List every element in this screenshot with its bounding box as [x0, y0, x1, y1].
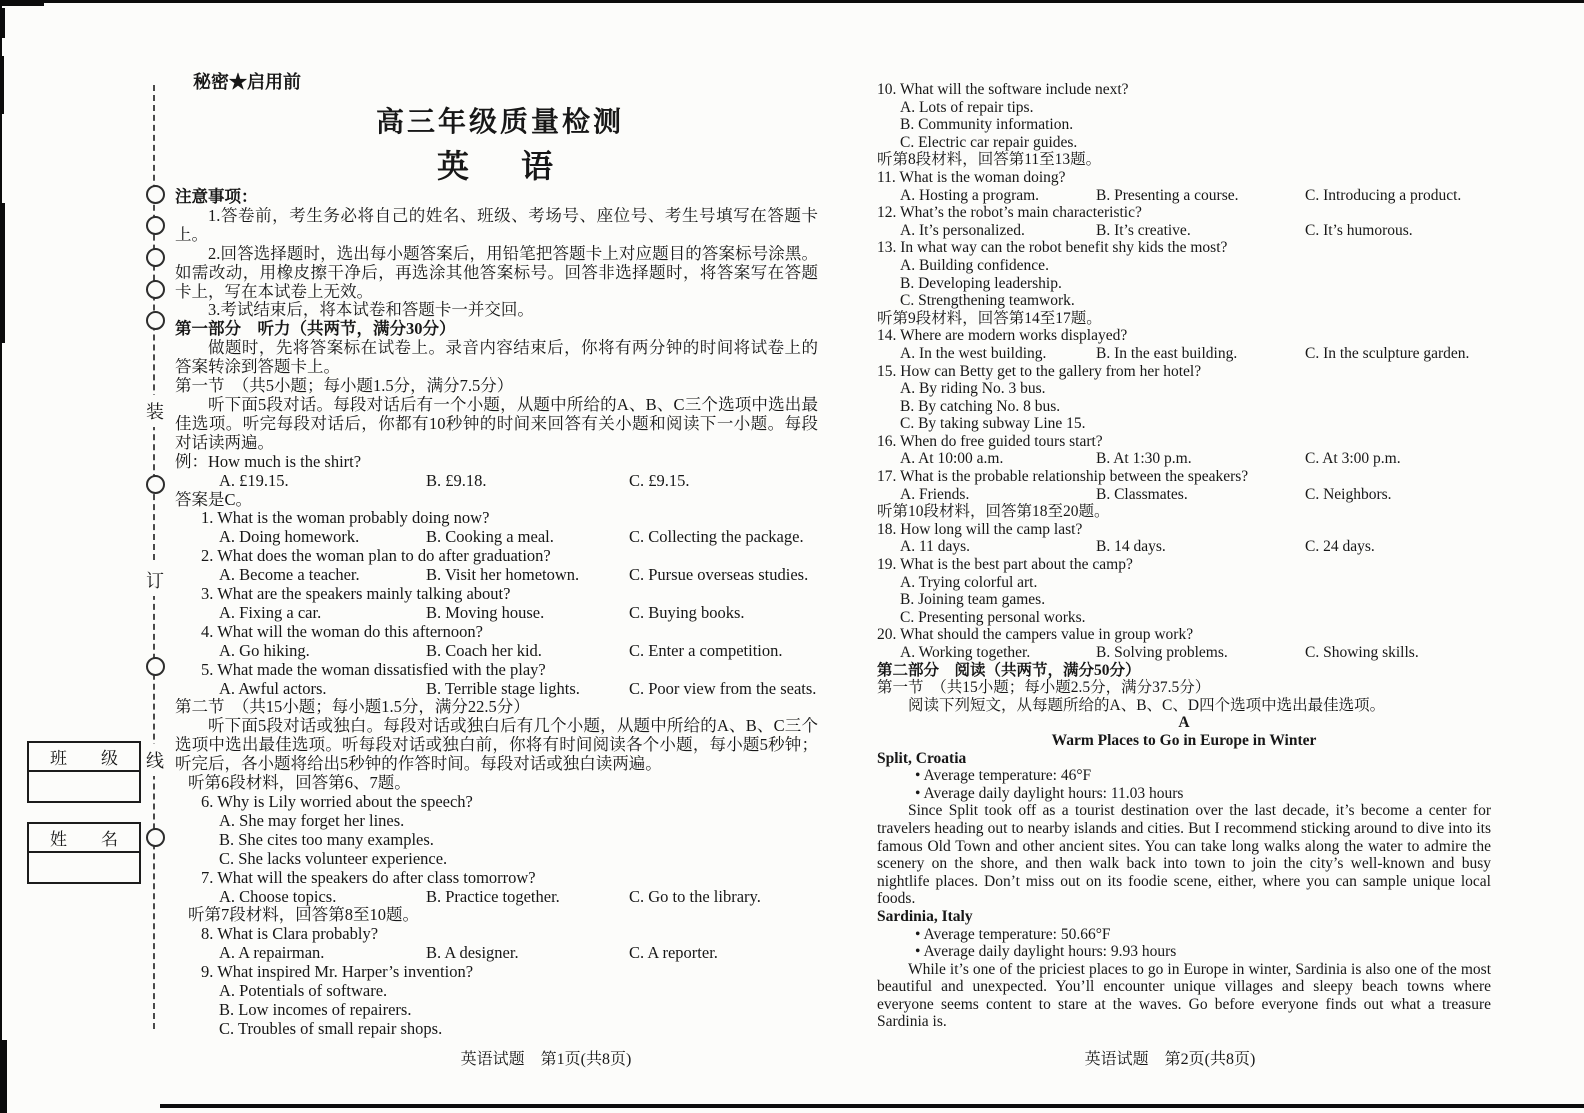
material-heading: 听第10段材料，回答第18至20题。 — [877, 503, 1110, 521]
option: B. By catching No. 8 bus. — [900, 397, 1061, 415]
question-text: 16. When do free guided tours start? — [877, 432, 1103, 450]
scan-edge-left — [0, 0, 2, 1113]
text-line: 第一节 （共5小题；每小题1.5分，满分7.5分） — [175, 376, 514, 396]
option: B. Coach her kid. — [426, 640, 542, 660]
option: A. Hosting a program. — [900, 186, 1040, 204]
intro-paragraph: 听下面5段对话或独白。每段对话或独白后有几个小题，从题中所给的A、B、C三个选项中选出最佳选项。听每段对话或独白前，你将有时间阅读各个小题，每小题5秒钟；听完后，各小题将给出5秒钟的作答时间。每段对话或独白读两遍。 — [175, 716, 818, 774]
class-box — [27, 741, 141, 803]
option-row — [175, 604, 818, 623]
question-text: 9. What inspired Mr. Harper’s invention? — [201, 962, 474, 982]
bullet-item: • Average daily daylight hours: 11.03 hours — [915, 784, 1184, 802]
option: A. A repairman. — [219, 943, 325, 963]
option: B. Terrible stage lights. — [426, 678, 580, 698]
material-heading: 听第8段材料，回答第11至13题。 — [877, 151, 1102, 169]
option: B. £9.18. — [426, 470, 487, 490]
option: A. Lots of repair tips. — [900, 98, 1034, 116]
question-text: 20. What should the campers value in group work? — [877, 626, 1194, 644]
passage-subheading: Split, Croatia — [877, 749, 967, 767]
option: A. In the west building. — [900, 344, 1047, 362]
option: B. Developing leadership. — [900, 274, 1062, 292]
bullet-item: • Average daily daylight hours: 9.93 hours — [915, 943, 1177, 961]
option-row — [877, 486, 1491, 504]
option: C. It’s humorous. — [1305, 221, 1413, 239]
question-text: 15. How can Betty get to the gallery from her hotel? — [877, 362, 1202, 380]
option-row — [175, 888, 818, 907]
intro-paragraph: 听下面5段对话。每段对话后有一个小题，从题中所给的A、B、C三个选项中选出最佳选项。听完每段对话后，你都有10秒钟的时间来回答有关小题和阅读下一小题。每段对话读两遍。 — [175, 394, 818, 452]
binding-hole — [146, 311, 165, 330]
option: A. Trying colorful art. — [900, 573, 1038, 591]
passage-paragraph: Since Split took off as a tourist destination over the last decade, it’s become a center for travelers heading out to nearby islands and cities. But I recommend sticking around to dive into its famous Old Town and other ancient sites. You can take long walks along the water to admire the scenery on the shore, and then walk back into town to join the city’s well-known and busy nightlife places. Don’t miss out on its foodie scene, either, where you can sample unique local foods. — [877, 802, 1491, 908]
question-text: 3. What are the speakers mainly talking about? — [201, 584, 511, 604]
section-heading: 第一部分 听力（共两节，满分30分） — [175, 319, 456, 339]
option: B. Solving problems. — [1096, 644, 1228, 661]
question-text: 5. What made the woman dissatisfied with the play? — [201, 659, 546, 679]
question-text: 19. What is the best part about the camp? — [877, 556, 1133, 574]
option: A. Potentials of software. — [219, 981, 388, 1001]
option: C. Troubles of small repair shops. — [219, 1018, 443, 1038]
page2-column — [877, 81, 1491, 1031]
option: C. £9.15. — [629, 470, 690, 490]
option: C. 24 days. — [1305, 538, 1375, 556]
option: A. £19.15. — [219, 470, 289, 490]
section-heading: 注意事项： — [175, 187, 258, 206]
page2-footer: 英语试题 第2页(共8页) — [1084, 1051, 1256, 1068]
option: C. Showing skills. — [1305, 644, 1419, 661]
scan-smudge — [0, 56, 4, 114]
binding-hole — [146, 828, 165, 847]
option: C. Enter a competition. — [629, 640, 783, 660]
binding-hole — [146, 280, 165, 299]
passage-subheading: Sardinia, Italy — [877, 907, 973, 925]
option: A. She may forget her lines. — [219, 810, 405, 830]
option: B. Community information. — [900, 116, 1074, 134]
class-label: 班 级 — [29, 743, 139, 772]
option: C. Pursue overseas studies. — [629, 565, 809, 585]
option: B. Visit her hometown. — [426, 565, 580, 585]
intro-paragraph: 2.回答选择题时，选出每小题答案后，用铅笔把答题卡上对应题目的答案标号涂黑。如需改动，用橡皮擦干净后，再选涂其他答案标号。回答非选择题时，将答案写在答题卡上，写在本试卷上无效。 — [175, 243, 818, 301]
option-row — [175, 944, 818, 963]
option-row — [877, 187, 1491, 205]
option: A. Friends. — [900, 485, 970, 503]
option-row — [877, 345, 1491, 363]
option: B. In the east building. — [1096, 344, 1238, 362]
passage-paragraph: While it’s one of the priciest places to go in Europe in winter, Sardinia is also one of the most beautiful and unexpected. You’ll encounter unique villages and sleepy beach towns where everyone seems content to stare at the waves. Go before everyone finds out what a treasure Sardinia is. — [877, 960, 1491, 1031]
text-line: 答案是C。 — [175, 489, 253, 509]
option: A. By riding No. 3 bus. — [900, 380, 1046, 398]
option-row — [877, 644, 1491, 662]
option: C. Buying books. — [629, 602, 745, 622]
question-text: 7. What will the speakers do after class tomorrow? — [201, 867, 536, 887]
scan-smudge — [0, 8, 5, 38]
scan-smudge — [0, 1040, 7, 1113]
option: C. Strengthening teamwork. — [900, 292, 1075, 310]
option-row — [175, 472, 818, 491]
name-label: 姓 名 — [29, 824, 139, 853]
option: A. Choose topics. — [219, 886, 337, 906]
text-line: 第一节 （共15小题；每小题2.5分，满分37.5分） — [877, 679, 1211, 697]
option: A. Go hiking. — [219, 640, 310, 660]
scan-edge-top — [44, 0, 1584, 3]
question-text: 4. What will the woman do this afternoon? — [201, 621, 483, 641]
bullet-item: • Average temperature: 46°F — [915, 767, 1092, 785]
option: A. 11 days. — [900, 538, 971, 556]
question-text: 6. Why is Lily worried about the speech? — [201, 792, 473, 811]
option: B. 14 days. — [1096, 538, 1166, 556]
name-box — [27, 822, 141, 884]
option: B. Low incomes of repairers. — [219, 999, 412, 1019]
option: B. Presenting a course. — [1096, 186, 1239, 204]
option: A. Awful actors. — [219, 678, 327, 698]
page1-footer: 英语试题 第1页(共8页) — [460, 1051, 632, 1068]
binding-hole — [146, 216, 165, 235]
name-input-area — [29, 853, 139, 882]
option: A. Doing homework. — [219, 527, 360, 547]
intro-paragraph: 做题时，先将答案标在试卷上。录音内容结束后，你将有两分钟的时间将试卷上的答案转涂到答题卡上。 — [175, 338, 818, 377]
section-heading: 第二部分 阅读（共两节，满分50分） — [877, 661, 1141, 679]
text-line: 例：How much is the shirt? — [175, 451, 362, 471]
option: B. Classmates. — [1096, 485, 1188, 503]
option: C. At 3:00 p.m. — [1305, 450, 1401, 468]
question-text: 17. What is the probable relationship between the speakers? — [877, 468, 1249, 486]
scan-edge-top-corner — [0, 0, 44, 6]
bullet-item: • Average temperature: 50.66°F — [915, 925, 1111, 943]
question-text: 12. What’s the robot’s main characteristic? — [877, 204, 1142, 222]
material-heading: 听第6段材料，回答第6、7题。 — [188, 773, 411, 793]
option: C. Collecting the package. — [629, 527, 804, 547]
option: C. In the sculpture garden. — [1305, 344, 1470, 362]
intro-paragraph: 1.答卷前，考生务必将自己的姓名、班级、考场号、座位号、考生号填写在答题卡上。 — [175, 205, 818, 244]
option: A. It’s personalized. — [900, 221, 1025, 239]
option: A. Become a teacher. — [219, 565, 360, 585]
passage-heading: A — [1178, 714, 1190, 732]
binding-char-xian: 线 — [144, 744, 166, 776]
option: C. Presenting personal works. — [900, 608, 1086, 626]
binding-hole — [146, 475, 165, 494]
option: A. At 10:00 a.m. — [900, 450, 1004, 468]
option: C. She lacks volunteer experience. — [219, 848, 448, 868]
option: C. Go to the library. — [629, 886, 761, 906]
material-heading: 听第9段材料，回答第14至17题。 — [877, 309, 1102, 327]
intro-paragraph: 阅读下列短文，从每题所给的A、B、C、D四个选项中选出最佳选项。 — [908, 696, 1386, 714]
binding-hole — [146, 185, 165, 204]
option: C. By taking subway Line 15. — [900, 415, 1086, 433]
question-text: 10. What will the software include next? — [877, 81, 1129, 98]
question-text: 8. What is Clara probably? — [201, 924, 379, 944]
question-text: 1. What is the woman probably doing now? — [201, 508, 490, 528]
option: C. Introducing a product. — [1305, 186, 1462, 204]
question-text: 13. In what way can the robot benefit shy kids the most? — [877, 239, 1228, 257]
scan-smudge — [0, 203, 5, 343]
option: B. Joining team games. — [900, 591, 1046, 609]
option-row — [175, 680, 818, 699]
option: B. At 1:30 p.m. — [1096, 450, 1192, 468]
option-row — [175, 566, 818, 585]
option: B. Practice together. — [426, 886, 560, 906]
binding-char-ding: 订 — [144, 564, 166, 596]
option-row — [175, 642, 818, 661]
option: C. Neighbors. — [1305, 485, 1392, 503]
option: B. Moving house. — [426, 602, 545, 622]
option-row — [175, 528, 818, 547]
option: B. A designer. — [426, 943, 519, 963]
option-row — [877, 222, 1491, 240]
option: A. Fixing a car. — [219, 602, 322, 622]
option: C. Poor view from the seats. — [629, 678, 817, 698]
subject-title: 英 语 — [436, 148, 563, 184]
option: B. She cites too many examples. — [219, 829, 434, 849]
question-text: 14. Where are modern works displayed? — [877, 327, 1128, 345]
option: B. Cooking a meal. — [426, 527, 554, 547]
option: C. A reporter. — [629, 943, 718, 963]
option: C. Electric car repair guides. — [900, 133, 1078, 151]
page1-column — [175, 188, 818, 1039]
binding-char-zhuang: 装 — [144, 395, 166, 427]
class-input-area — [29, 772, 139, 801]
question-text: 11. What is the woman doing? — [877, 168, 1066, 186]
option: A. Building confidence. — [900, 256, 1049, 274]
question-text: 18. How long will the camp last? — [877, 520, 1083, 538]
option: B. It’s creative. — [1096, 221, 1191, 239]
intro-paragraph: 3.考试结束后，将本试卷和答题卡一并交回。 — [208, 300, 534, 320]
passage-heading: Warm Places to Go in Europe in Winter — [1051, 731, 1317, 749]
material-heading: 听第7段材料，回答第8至10题。 — [188, 905, 419, 925]
option: A. Working together. — [900, 644, 1031, 661]
option-row — [877, 538, 1491, 556]
secret-label: 秘密★启用前 — [193, 72, 301, 92]
scan-edge-bottom — [160, 1104, 1584, 1108]
binding-hole — [146, 248, 165, 267]
option-row — [877, 450, 1491, 468]
text-line: 第二节 （共15小题；每小题1.5分，满分22.5分） — [175, 697, 530, 717]
question-text: 2. What does the woman plan to do after graduation? — [201, 546, 551, 566]
exam-title: 高三年级质量检测 — [375, 107, 624, 138]
binding-hole — [146, 657, 165, 676]
